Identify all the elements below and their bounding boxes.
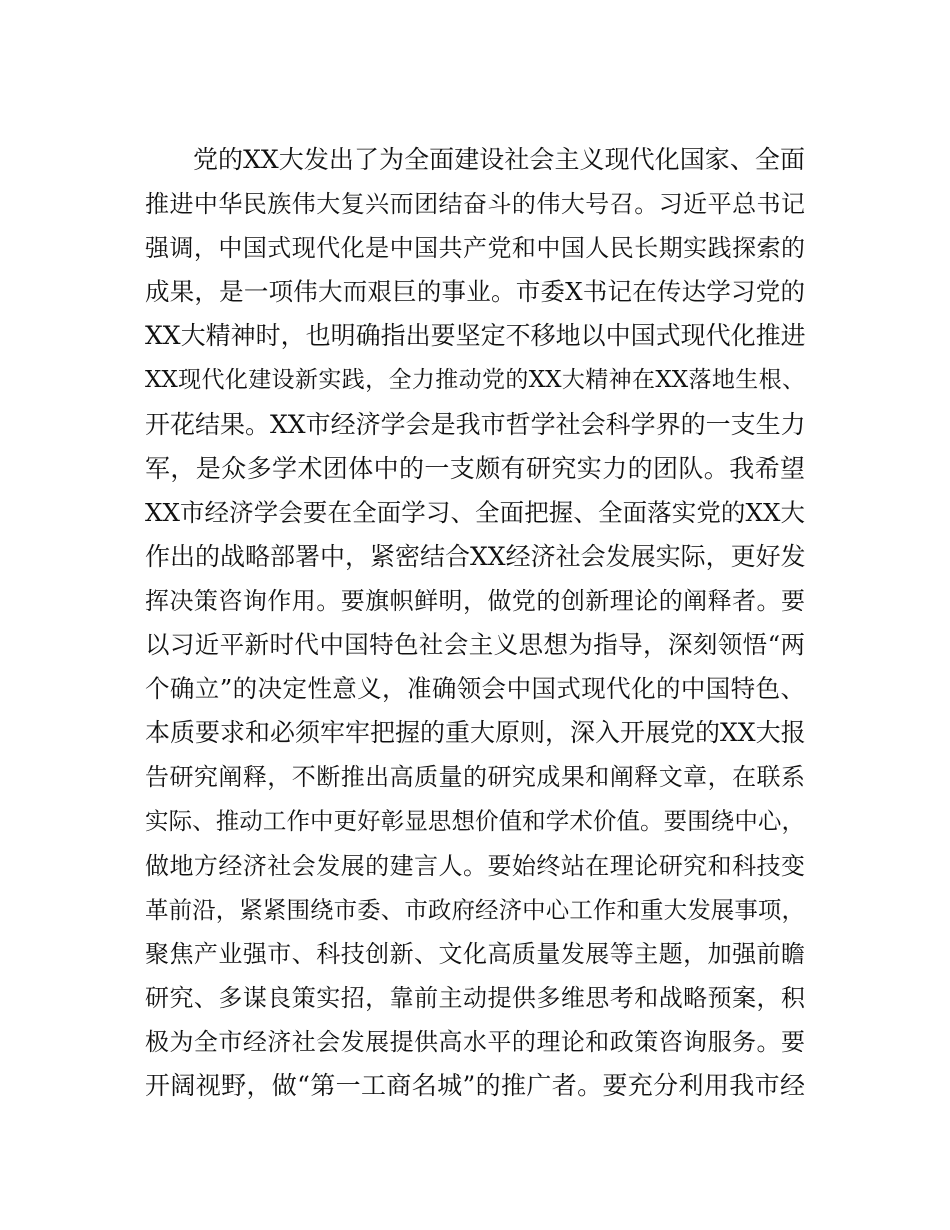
text-line: 开阔视野，做“第一工商名城”的推广者。要充分利用我市经 <box>145 1070 805 1100</box>
text-line: 强调，中国式现代化是中国共产党和中国人民长期实践探索的 <box>145 234 805 263</box>
text-line: 极为全市经济社会发展提供高水平的理论和政策咨询服务。要 <box>145 1027 805 1056</box>
text-line: 个确立”的决定性意义，准确领会中国式现代化的中国特色、 <box>145 674 805 704</box>
text-line: 军，是众多学术团体中的一支颇有研究实力的团队。我希望 <box>145 453 805 483</box>
text-line: XX大精神时，也明确指出要坚定不移地以中国式现代化推进 <box>145 321 806 351</box>
text-line: 革前沿，紧紧围绕市委、市政府经济中心工作和重大发展事项， <box>145 895 805 924</box>
text-line: 做地方经济社会发展的建言人。要始终站在理论研究和科技变 <box>145 851 805 880</box>
text-line: 告研究阐释，不断推出高质量的研究成果和阐释文章，在联系 <box>145 763 805 792</box>
text-line: 成果，是一项伟大而艰巨的事业。市委X书记在传达学习党的 <box>145 277 805 307</box>
text-line: 推进中华民族伟大复兴而团结奋斗的伟大号召。习近平总书记 <box>145 190 805 219</box>
text-line: 作出的战略部署中，紧密结合XX经济社会发展实际，更好发 <box>145 541 806 571</box>
text-line: XX现代化建设新实践，全力推动党的XX大精神在XX落地生根、 <box>145 367 805 394</box>
text-line: 党的XX大发出了为全面建设社会主义现代化国家、全面 <box>193 145 805 174</box>
text-line: 实际、推动工作中更好彰显思想价值和学术价值。要围绕中心， <box>145 807 805 836</box>
text-line: 聚焦产业强市、科技创新、文化高质量发展等主题，加强前瞻 <box>145 939 805 968</box>
text-line: 开花结果。XX市经济学会是我市哲学社会科学界的一支生力 <box>145 409 806 439</box>
text-line: 以习近平新时代中国特色社会主义思想为指导，深刻领悟“两 <box>145 630 805 660</box>
text-line: 本质要求和必须牢牢把握的重大原则，深入开展党的XX大报 <box>145 718 806 748</box>
text-line: XX市经济学会要在全面学习、全面把握、全面落实党的XX大 <box>145 497 805 527</box>
body-paragraph <box>145 138 805 1108</box>
text-line: 研究、多谋良策实招，靠前主动提供多维思考和战略预案，积 <box>145 983 805 1012</box>
text-line: 挥决策咨询作用。要旗帜鲜明，做党的创新理论的阐释者。要 <box>145 586 805 615</box>
